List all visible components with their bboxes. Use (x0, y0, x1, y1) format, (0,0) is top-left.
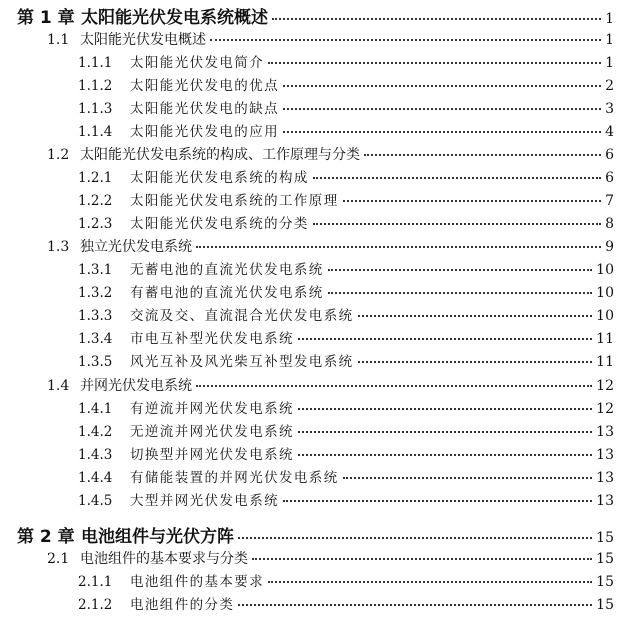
toc-entry-number: 1.4.3 (78, 447, 113, 463)
toc-page-number: 15 (596, 574, 614, 590)
toc-section-row (47, 379, 614, 393)
toc-entry-title: 并网光伏发电系统 (80, 378, 192, 394)
toc-entry-title: 风光互补及风光柴互补型发电系统 (130, 354, 354, 370)
toc-sub-row (78, 355, 614, 370)
toc-entry-number: 第 2 章 (17, 527, 75, 547)
toc-entry-title: 太阳能光伏发电系统概述 (81, 8, 268, 28)
toc-entry-title: 有蓄电池的直流光伏发电系统 (130, 285, 324, 301)
toc-sub-row (78, 309, 614, 324)
toc-entry-title: 太阳能光伏发电系统的分类 (130, 216, 309, 232)
toc-entry-number: 2.1 (47, 551, 70, 567)
toc-entry-number: 1.3.5 (78, 354, 113, 370)
toc-sub-row (78, 494, 614, 509)
toc-page-number: 2 (605, 78, 614, 94)
toc-entry-title: 太阳能光伏发电的缺点 (130, 101, 279, 117)
dot-leader (196, 246, 601, 248)
toc-entry-number: 2.1.1 (78, 574, 113, 590)
dot-leader (272, 18, 601, 20)
toc-page-number: 12 (596, 378, 614, 394)
toc-entry-number: 1.1 (47, 32, 70, 48)
toc-page-number: 13 (596, 493, 614, 509)
toc-entry-title: 有逆流并网光伏发电系统 (130, 401, 294, 417)
toc-entry-title: 太阳能光伏发电系统的构成 (130, 170, 309, 186)
toc-page-number: 10 (596, 285, 614, 301)
toc-page-number: 1 (605, 32, 614, 48)
dot-leader (268, 62, 601, 64)
toc-entry-title: 交流及交、直流混合光伏发电系统 (130, 308, 354, 324)
toc-page-number: 7 (605, 193, 614, 209)
toc-entry-number: 1.4 (47, 378, 70, 394)
dot-leader (343, 477, 593, 479)
toc-entry-number: 2.1.2 (78, 597, 113, 613)
toc-entry-title: 太阳能光伏发电系统的工作原理 (130, 193, 339, 209)
toc-sub-row (78, 171, 614, 186)
toc-entry-title: 太阳能光伏发电简介 (130, 55, 265, 71)
toc-entry-title: 市电互补型光伏发电系统 (130, 331, 294, 347)
toc-chapter-row (17, 529, 614, 546)
dot-leader (298, 454, 592, 456)
dot-leader (343, 200, 601, 202)
toc-entry-number: 1.1.1 (78, 55, 113, 71)
toc-page-number: 12 (596, 401, 614, 417)
dot-leader (268, 581, 592, 583)
toc-sub-row (78, 194, 614, 209)
toc-entry-title: 独立光伏发电系统 (80, 239, 192, 255)
toc-entry-title: 太阳能光伏发电系统的构成、工作原理与分类 (80, 147, 360, 163)
toc-entry-title: 太阳能光伏发电概述 (80, 32, 206, 48)
dot-leader (298, 431, 592, 433)
toc-page-number: 15 (596, 551, 614, 567)
toc-entry-number: 第 1 章 (17, 8, 75, 28)
dot-leader (358, 361, 593, 363)
toc-entry-number: 1.4.5 (78, 493, 113, 509)
toc-entry-number: 1.4.2 (78, 424, 113, 440)
dot-leader (313, 177, 601, 179)
toc-entry-number: 1.2.2 (78, 193, 113, 209)
toc-entry-number: 1.1.3 (78, 101, 113, 117)
toc-entry-number: 1.2.1 (78, 170, 113, 186)
toc-page-number: 8 (605, 216, 614, 232)
toc-page-number: 13 (596, 470, 614, 486)
toc-section-row (47, 552, 614, 566)
toc-sub-row (78, 402, 614, 417)
toc-entry-title: 大型并网光伏发电系统 (130, 493, 279, 509)
dot-leader (252, 558, 592, 560)
dot-leader (210, 39, 601, 41)
toc-entry-number: 1.3 (47, 239, 70, 255)
toc-section-row (47, 240, 614, 254)
toc-section-row (47, 33, 614, 47)
dot-leader (298, 338, 592, 340)
toc-entry-number: 1.1.2 (78, 78, 113, 94)
toc-page-number: 15 (596, 597, 614, 613)
toc-sub-row (78, 332, 614, 347)
toc-sub-row (78, 125, 614, 140)
toc-entry-title: 电池组件的基本要求与分类 (80, 551, 248, 567)
toc-sub-row (78, 471, 614, 486)
dot-leader (328, 292, 592, 294)
toc-sub-row (78, 217, 614, 232)
toc-entry-title: 电池组件与光伏方阵 (81, 527, 234, 547)
toc-entry-title: 太阳能光伏发电的应用 (130, 124, 279, 140)
toc-page-number: 13 (596, 424, 614, 440)
toc-sub-row (78, 263, 614, 278)
toc-entry-title: 太阳能光伏发电的优点 (130, 78, 279, 94)
toc-entry-number: 1.3.2 (78, 285, 113, 301)
toc-entry-number: 1.2 (47, 147, 70, 163)
toc-entry-number: 1.3.1 (78, 262, 113, 278)
toc-page-number: 11 (596, 331, 614, 347)
toc-section-row (47, 148, 614, 162)
toc-page-number: 10 (596, 308, 614, 324)
toc-entry-number: 1.1.4 (78, 124, 113, 140)
dot-leader (238, 604, 592, 606)
toc-page-number: 1 (605, 11, 614, 27)
toc-sub-row (78, 448, 614, 463)
toc-entry-title: 电池组件的分类 (130, 597, 235, 613)
toc-sub-row (78, 425, 614, 440)
toc-sub-row (78, 79, 614, 94)
dot-leader (283, 500, 592, 502)
toc-page-number: 6 (605, 170, 614, 186)
toc-page-number: 13 (596, 447, 614, 463)
toc-chapter-row (17, 10, 614, 27)
toc-page-number: 10 (596, 262, 614, 278)
dot-leader (298, 408, 592, 410)
toc-entry-title: 电池组件的基本要求 (130, 574, 265, 590)
toc-sub-row (78, 286, 614, 301)
toc-sub-row (78, 102, 614, 117)
dot-leader (238, 537, 592, 539)
toc-page-number: 11 (596, 354, 614, 370)
toc-page-number: 6 (605, 147, 614, 163)
toc-sub-row (78, 575, 614, 590)
toc-entry-title: 有储能装置的并网光伏发电系统 (130, 470, 339, 486)
toc-sub-row (78, 598, 614, 613)
toc-entry-title: 无逆流并网光伏发电系统 (130, 424, 294, 440)
toc-page-number: 15 (596, 530, 614, 546)
toc-page-number: 1 (605, 55, 614, 71)
toc-sub-row (78, 56, 614, 71)
dot-leader (358, 315, 593, 317)
toc-entry-number: 1.3.3 (78, 308, 113, 324)
toc-entry-number: 1.4.4 (78, 470, 113, 486)
toc-entry-number: 1.4.1 (78, 401, 113, 417)
dot-leader (313, 223, 601, 225)
toc-page-number: 3 (605, 101, 614, 117)
toc-page-number: 4 (605, 124, 614, 140)
dot-leader (283, 108, 601, 110)
toc-page-number: 9 (605, 239, 614, 255)
dot-leader (196, 385, 592, 387)
toc-entry-number: 1.3.4 (78, 331, 113, 347)
dot-leader (283, 131, 601, 133)
toc-entry-title: 切换型并网光伏发电系统 (130, 447, 294, 463)
toc-entry-title: 无蓄电池的直流光伏发电系统 (130, 262, 324, 278)
toc-entry-number: 1.2.3 (78, 216, 113, 232)
dot-leader (328, 269, 592, 271)
dot-leader (364, 154, 601, 156)
dot-leader (283, 85, 601, 87)
